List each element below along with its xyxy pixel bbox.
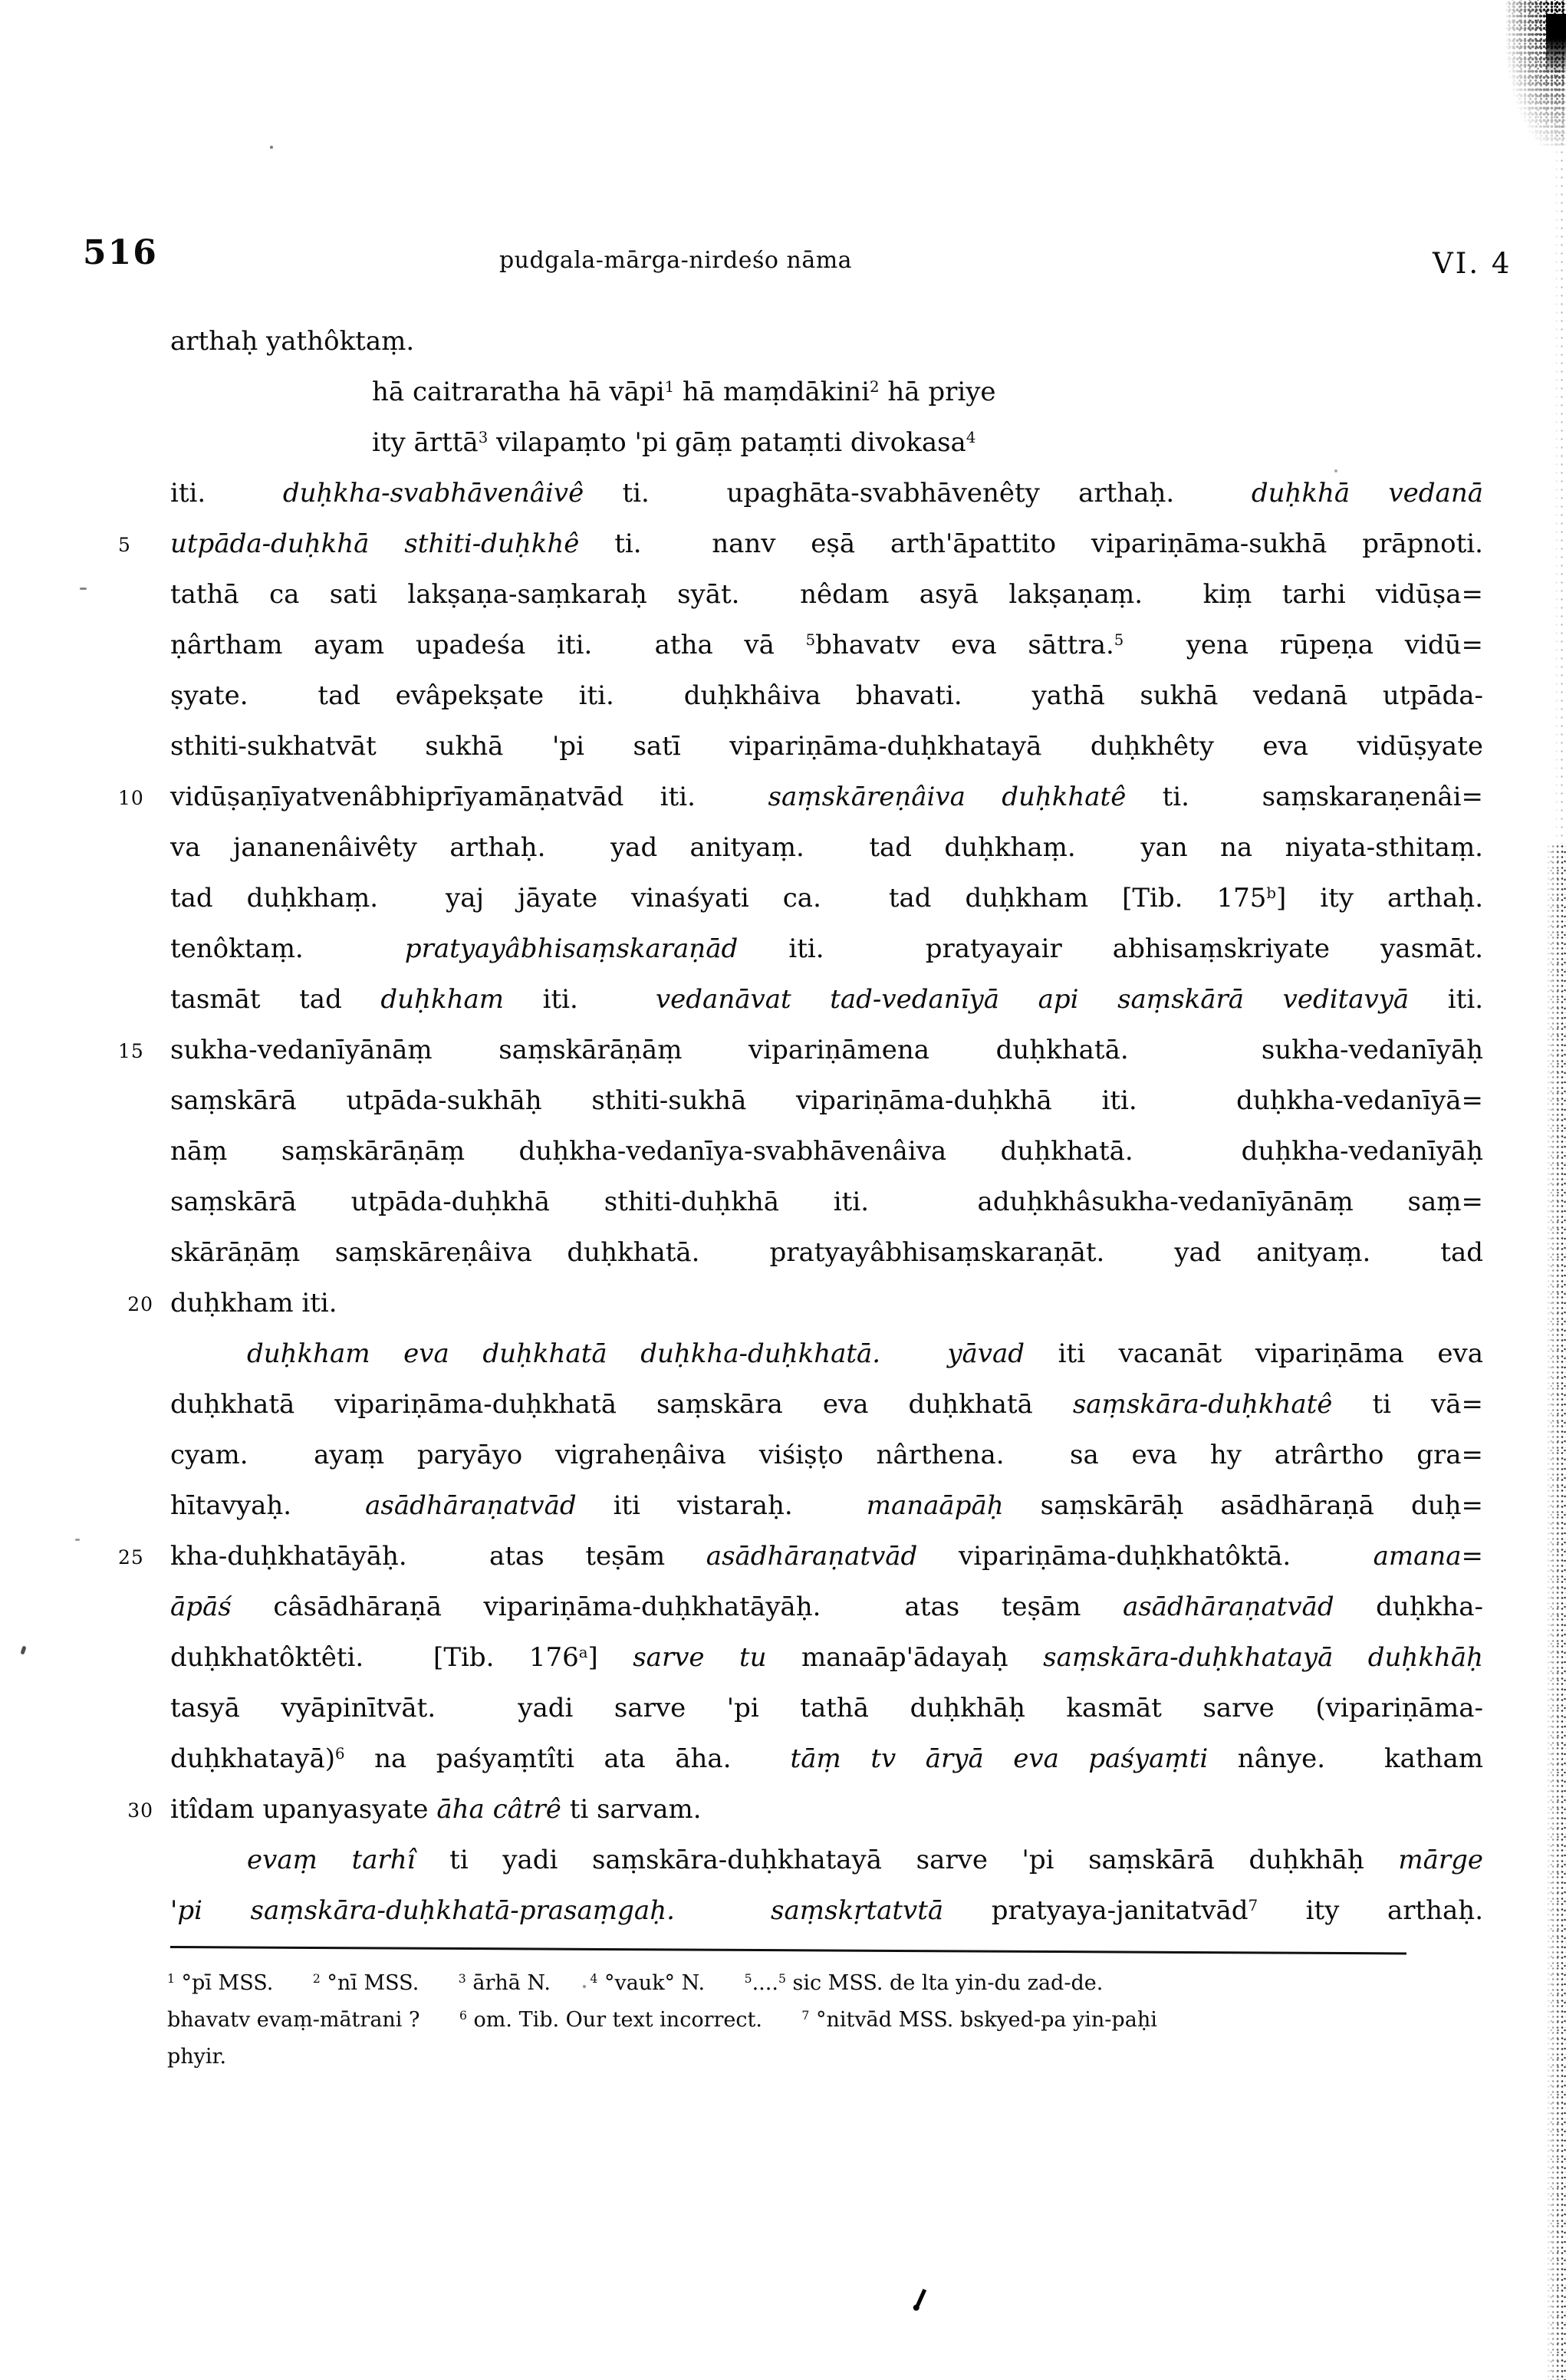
lemma-italic-segment: 'pi saṃskāra-duḥkhatā-prasaṃgaḥ.	[170, 1895, 675, 1926]
body-line	[170, 1227, 1483, 1278]
scan-edge-noise-upper	[1554, 123, 1566, 844]
footnote-line	[167, 1965, 1433, 2002]
text-segment: iti.	[504, 984, 656, 1015]
margin-line-number: 15	[118, 1040, 144, 1062]
footnote-line	[167, 2002, 1433, 2039]
lemma-italic-segment: asādhāraṇatvād	[365, 1490, 577, 1521]
text-segment: °vauk° N.	[597, 1971, 745, 1995]
footnote-marker: a	[578, 1644, 588, 1662]
running-title: pudgala-mārga-nirdeśo nāma	[498, 247, 853, 274]
body-line	[170, 1733, 1483, 1784]
text-segment	[675, 1895, 771, 1926]
text-segment: skārāṇāṃ saṃskāreṇâiva duḥkhatā. pratyayâbhisaṃskaraṇāt. yad anityaṃ. tad	[170, 1237, 1483, 1268]
text-segment: saṃskārāḥ asādhāraṇā duḥ=	[1003, 1490, 1483, 1521]
margin-line-number: 5	[118, 534, 131, 556]
text-segment: ti. saṃskaraṇenâi=	[1126, 782, 1483, 812]
lemma-italic-segment: duḥkham eva duḥkhatā duḥkha-duḥkhatā.	[247, 1338, 881, 1369]
scan-corner-blot	[1546, 14, 1566, 75]
lemma-italic-segment: āha câtrê	[436, 1794, 561, 1825]
footnote-marker: 3	[478, 429, 489, 447]
body-line	[127, 1278, 1483, 1328]
body-line	[170, 1177, 1483, 1227]
body-text	[118, 316, 1484, 1936]
lemma-italic-segment: saṃskāreṇâiva duḥkhatê	[768, 782, 1127, 812]
footnote-marker: 1	[167, 1971, 175, 1987]
body-line	[170, 1582, 1483, 1632]
body-line	[170, 1632, 1483, 1683]
footnote-marker: 4	[966, 429, 976, 447]
footnote-marker: 7	[1248, 1897, 1258, 1915]
text-segment: ]	[587, 1642, 633, 1673]
body-line	[170, 1126, 1483, 1177]
body-line	[118, 518, 1483, 569]
text-segment: arthaḥ yathôktaṃ.	[170, 326, 415, 357]
scan-edge-noise-lower	[1546, 844, 1566, 2380]
text-segment: va jananenâivêty arthaḥ. yad anityaṃ. tad duḥkhaṃ. yan na niyata-sthitaṃ.	[170, 832, 1483, 863]
text-segment: iti.	[170, 478, 283, 509]
footnote-marker: 1	[664, 378, 675, 397]
text-segment: tasmāt tad	[170, 984, 381, 1015]
text-segment: °nitvād MSS. bskyed-pa yin-paḥi	[809, 2008, 1157, 2032]
body-line	[170, 923, 1483, 974]
text-segment: ti sarvam.	[561, 1794, 702, 1825]
text-segment: sthiti-sukhatvāt sukhā 'pi satī vipariṇāma-duḥkhatayā duḥkhêty eva vidūṣyate	[170, 731, 1483, 762]
scan-speck	[75, 1539, 80, 1541]
lemma-italic-segment: asādhāraṇatvād	[1123, 1592, 1334, 1622]
lemma-italic-segment: tāṃ tv āryā eva paśyaṃti	[790, 1743, 1209, 1774]
footnote-marker: 5	[805, 631, 816, 650]
text-segment: tathā ca sati lakṣaṇa-saṃkaraḥ syāt. nêdam asyā lakṣaṇaṃ. kiṃ tarhi vidūṣa=	[170, 579, 1483, 610]
section-reference: VI. 4	[1433, 247, 1512, 280]
body-line	[170, 1430, 1483, 1480]
text-segment: iti vacanāt vipariṇāma eva	[1025, 1338, 1484, 1369]
body-line	[170, 1328, 1483, 1379]
text-segment: bhavatv eva sāttra.	[815, 630, 1114, 660]
text-segment: duḥkhatôktêti. [Tib. 176	[170, 1642, 579, 1673]
body-line	[170, 1835, 1483, 1885]
footnote-marker: 5	[1114, 631, 1124, 650]
footnote-marker: 5	[778, 1971, 786, 1987]
lemma-italic-segment: mārge	[1398, 1845, 1483, 1875]
text-segment: vilapaṃto 'pi gāṃ pataṃti divokasa	[488, 427, 966, 458]
body-line	[170, 822, 1483, 873]
text-segment: ti. upaghāta-svabhāvenêty arthaḥ.	[584, 478, 1252, 509]
lemma-italic-segment: duḥkham	[380, 984, 504, 1015]
body-line	[170, 620, 1483, 670]
text-segment: na paśyaṃtîti ata āha.	[344, 1743, 791, 1774]
text-segment: duḥkhatayā)	[170, 1743, 336, 1774]
margin-line-number: 20	[127, 1293, 153, 1315]
body-line	[170, 1379, 1483, 1430]
text-segment: vipariṇāma-duḥkhatôktā.	[917, 1541, 1374, 1572]
text-segment: tenôktaṃ.	[170, 933, 405, 964]
text-segment: ti yadi saṃskāra-duḥkhatayā sarve 'pi saṃskārā duḥkhāḥ	[415, 1845, 1399, 1875]
footnote-marker: 4	[590, 1971, 598, 1987]
footnote-marker: 7	[801, 2008, 810, 2023]
footnotes	[167, 1965, 1433, 2076]
margin-line-number: 25	[118, 1546, 144, 1569]
body-line	[170, 468, 1483, 518]
text-segment: ] ity arthaḥ.	[1275, 883, 1483, 913]
text-segment: duḥkhatā vipariṇāma-duḥkhatā saṃskāra eva duḥkhatā	[170, 1389, 1073, 1420]
page-number: 516	[83, 233, 158, 272]
scan-speck	[20, 1645, 26, 1654]
text-segment: ti vā=	[1332, 1389, 1483, 1420]
body-line	[118, 772, 1483, 822]
text-segment: cyam. ayaṃ paryāyo vigraheṇâiva viśiṣṭo nârthena. sa eva hy atrârtho gra=	[170, 1440, 1483, 1470]
body-line	[127, 1784, 1483, 1835]
footnote-rule	[170, 1946, 1406, 1954]
text-segment: kha-duḥkhatāyāḥ. atas teṣām	[170, 1541, 706, 1572]
body-line	[170, 670, 1483, 721]
body-line	[170, 1885, 1483, 1936]
text-segment: °nī MSS.	[320, 1971, 459, 1995]
text-segment: nânye. katham	[1208, 1743, 1483, 1774]
footnote-marker: 2	[869, 378, 880, 397]
footnote-marker: b	[1266, 884, 1276, 903]
text-segment: nāṃ saṃskārāṇāṃ duḥkha-vedanīya-svabhāvenâiva duḥkhatā. duḥkha-vedanīyāḥ	[170, 1136, 1483, 1167]
text-segment: sic MSS. de lta yin-du zad-de.	[785, 1971, 1104, 1995]
text-segment: saṃskārā utpāda-duḥkhā sthiti-duḥkhā iti. aduḥkhâsukha-vedanīyānāṃ saṃ=	[170, 1187, 1483, 1217]
text-segment: ity ārttā	[372, 427, 479, 458]
margin-line-number: 30	[127, 1799, 153, 1822]
text-segment	[880, 1338, 947, 1369]
text-segment: ti. nanv eṣā arth'āpattito vipariṇāma-sukhā prāpnoti.	[579, 528, 1483, 559]
body-line	[118, 1531, 1483, 1582]
body-line	[170, 873, 1483, 923]
text-segment: iti.	[1409, 984, 1483, 1015]
body-line	[170, 417, 1483, 468]
text-segment: ity arthaḥ.	[1258, 1895, 1484, 1926]
body-line	[170, 1075, 1483, 1126]
text-segment: itîdam upanyasyate	[170, 1794, 437, 1825]
body-line	[170, 316, 1483, 367]
lemma-italic-segment: manaāpāḥ	[866, 1490, 1004, 1521]
body-line	[170, 1683, 1483, 1733]
footnote-marker: 5	[744, 1971, 752, 1987]
lemma-italic-segment: amana=	[1373, 1541, 1483, 1572]
text-segment: hā caitraratha hā vāpi	[372, 377, 665, 407]
text-segment: phyir.	[167, 2045, 227, 2069]
text-segment: iti. pratyayair abhisaṃskriyate yasmāt.	[738, 933, 1483, 964]
text-segment: iti vistaraḥ.	[576, 1490, 867, 1521]
body-line	[118, 1025, 1483, 1075]
lemma-italic-segment: sarve tu	[633, 1642, 767, 1673]
lemma-italic-segment: utpāda-duḥkhā sthiti-duḥkhê	[170, 528, 580, 559]
text-segment: câsādhāraṇā vipariṇāma-duḥkhatāyāḥ. atas teṣām	[231, 1592, 1124, 1622]
text-segment: tasyā vyāpinītvāt. yadi sarve 'pi tathā duḥkhāḥ kasmāt sarve (vipariṇāma-	[170, 1693, 1483, 1723]
text-segment: manaāp'ādayaḥ	[766, 1642, 1044, 1673]
scan-speck	[270, 146, 273, 149]
body-line	[170, 1480, 1483, 1531]
lemma-italic-segment: yāvad	[947, 1338, 1025, 1369]
body-line	[170, 367, 1483, 417]
footnote-line	[167, 2039, 1433, 2076]
text-segment: duḥkham iti.	[170, 1288, 337, 1318]
text-segment: vidūṣaṇīyatvenâbhiprīyamāṇatvād iti.	[170, 782, 768, 812]
text-segment: °pī MSS.	[174, 1971, 313, 1995]
text-segment: hā priye	[879, 377, 996, 407]
lemma-italic-segment: āpāś	[170, 1592, 232, 1622]
ink-mark	[915, 2289, 926, 2309]
text-segment: hā maṃdākini	[674, 377, 870, 407]
lemma-italic-segment: saṃskāra-duḥkhatê	[1072, 1389, 1333, 1420]
lemma-italic-segment: asādhāraṇatvād	[706, 1541, 918, 1572]
text-segment: bhavatv evaṃ-mātrani ?	[167, 2008, 459, 2032]
body-line	[170, 974, 1483, 1025]
text-segment: ṇârtham ayam upadeśa iti. atha vā	[170, 630, 806, 660]
footnote-marker: 6	[335, 1745, 345, 1763]
body-line	[170, 721, 1483, 772]
margin-line-number: 10	[118, 787, 144, 809]
text-segment: ārhā N.	[466, 1971, 591, 1995]
footnote-marker: 6	[459, 2008, 467, 2023]
text-segment: tad duḥkhaṃ. yaj jāyate vinaśyati ca. tad duḥkham [Tib. 175	[170, 883, 1267, 913]
lemma-italic-segment: saṃskāra-duḥkhatayā duḥkhāḥ	[1043, 1642, 1483, 1673]
lemma-italic-segment: evaṃ tarhî	[247, 1845, 416, 1875]
text-segment: saṃskārā utpāda-sukhāḥ sthiti-sukhā vipariṇāma-duḥkhā iti. duḥkha-vedanīyā=	[170, 1085, 1483, 1116]
text-segment: duḥkha-	[1334, 1592, 1483, 1622]
lemma-italic-segment: vedanāvat tad-vedanīyā api saṃskārā veditavyā	[655, 984, 1410, 1015]
lemma-italic-segment: saṃskṛtatvtā	[771, 1895, 944, 1926]
text-segment: sukha-vedanīyānāṃ saṃskārāṇāṃ vipariṇāmena duḥkhatā. sukha-vedanīyāḥ	[170, 1035, 1483, 1065]
text-segment: yena rūpeṇa vidū=	[1124, 630, 1483, 660]
text-segment: pratyaya-janitatvād	[943, 1895, 1249, 1926]
lemma-italic-segment: duḥkha-svabhāvenâivê	[282, 478, 584, 509]
lemma-italic-segment: duḥkhā vedanā	[1251, 478, 1483, 509]
footnote-marker: 3	[458, 1971, 466, 1987]
text-segment: om. Tib. Our text incorrect.	[466, 2008, 802, 2032]
scan-speck	[80, 588, 87, 590]
text-segment: hītavyaḥ.	[170, 1490, 366, 1521]
footnote-marker: 2	[312, 1971, 321, 1987]
text-segment: ṣyate. tad evâpekṣate iti. duḥkhâiva bhavati. yathā sukhā vedanā utpāda-	[170, 680, 1483, 711]
text-segment: ....	[752, 1971, 778, 1995]
body-line	[170, 569, 1483, 620]
lemma-italic-segment: pratyayâbhisaṃskaraṇād	[404, 933, 739, 964]
